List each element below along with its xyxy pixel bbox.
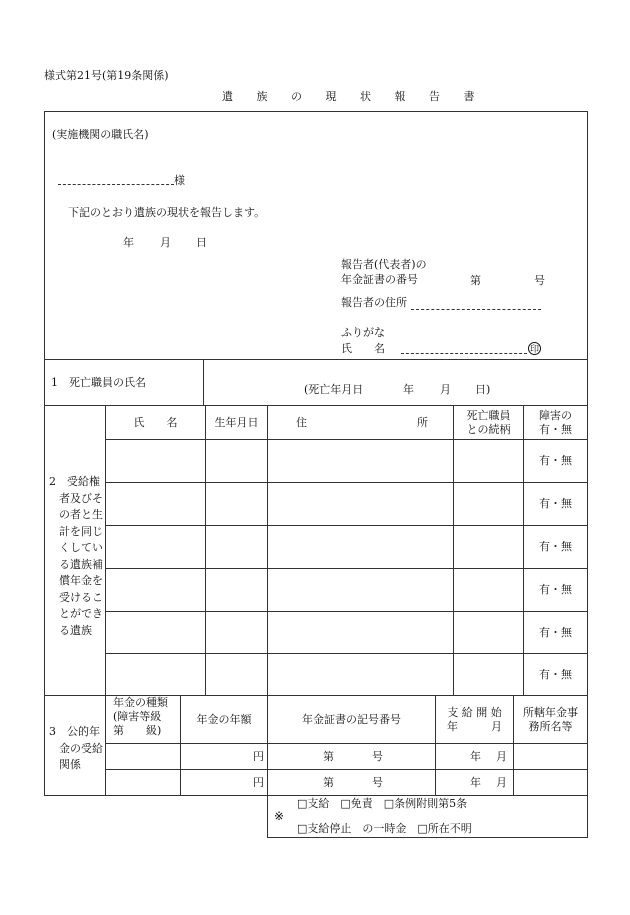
reporter-cert-label-2: 年金証書の番号 bbox=[341, 273, 418, 286]
header-address-right: 所 bbox=[417, 416, 428, 429]
furigana-label: ふりがな bbox=[341, 326, 385, 339]
sec2-label-line: の者と生 bbox=[59, 508, 103, 521]
row-dai: 第 bbox=[323, 776, 334, 789]
remarks-left bbox=[267, 795, 268, 837]
sec3-col-label bbox=[105, 695, 106, 795]
header-address-left: 住 bbox=[296, 416, 307, 429]
row-month: 月 bbox=[496, 750, 507, 763]
disability-choice[interactable]: 有・無 bbox=[539, 540, 572, 554]
sec2-row-line bbox=[105, 525, 588, 526]
header-pension-type-line3: 第 級) bbox=[113, 723, 162, 737]
sec2-label-line: 償年金を bbox=[59, 574, 103, 587]
sec2-label bbox=[49, 474, 103, 639]
sec3-label-line: 関係 bbox=[59, 758, 81, 771]
row-go: 号 bbox=[372, 750, 383, 763]
sec1-label: 1 死亡職員の氏名 bbox=[51, 376, 146, 389]
frame-right bbox=[587, 111, 588, 795]
death-month: 月 bbox=[440, 383, 451, 396]
frame-left bbox=[44, 111, 45, 795]
sec2-label-line: とができ bbox=[59, 607, 103, 620]
remarks-mark: ※ bbox=[274, 809, 285, 823]
agency-label: (実施機関の職氏名) bbox=[52, 128, 149, 141]
header-disability-line2: 有・無 bbox=[539, 422, 572, 436]
death-day: 日) bbox=[475, 383, 491, 396]
row-yen: 円 bbox=[253, 750, 264, 763]
row-go: 号 bbox=[372, 776, 383, 789]
sec3-label-line: 3 公的年 bbox=[49, 725, 100, 738]
header-name: 氏 名 bbox=[133, 415, 178, 429]
sec2-header-bottom bbox=[105, 439, 588, 440]
frame-top bbox=[44, 111, 588, 112]
header-pension-cert: 年金証書の記号番号 bbox=[302, 712, 401, 726]
sec2-label-line: 者及びそ bbox=[59, 491, 103, 505]
sec3-bottom-line bbox=[44, 795, 588, 796]
sec3-row-line bbox=[105, 769, 588, 770]
disability-choice[interactable]: 有・無 bbox=[539, 667, 572, 681]
header-relation-line1: 死亡職員 bbox=[466, 408, 511, 422]
row-yen: 円 bbox=[253, 776, 264, 789]
reporter-cert-label-1: 報告者(代表者)の bbox=[341, 258, 427, 271]
remarks-right bbox=[587, 795, 588, 837]
row-month: 月 bbox=[496, 776, 507, 789]
row-dai: 第 bbox=[323, 750, 334, 763]
sec2-label-line: 2 受給権 bbox=[49, 475, 100, 488]
death-date-label: (死亡年月日 bbox=[304, 383, 364, 396]
sec2-label-line: る遺族 bbox=[59, 623, 92, 637]
header-pension-amount: 年金の年額 bbox=[196, 712, 252, 726]
sec3-label-line: 金の受給 bbox=[59, 741, 103, 755]
sec3-header-bottom bbox=[105, 743, 588, 744]
header-pension-type bbox=[113, 696, 180, 743]
sec2-label-line: 受けるこ bbox=[59, 590, 103, 604]
disability-choice[interactable]: 有・無 bbox=[539, 454, 572, 468]
sec2-col-address bbox=[453, 405, 454, 695]
page-title: 遺 族 の 現 状 報 告 書 bbox=[222, 90, 485, 103]
remarks-bottom bbox=[267, 837, 588, 838]
reporter-address-label: 報告者の住所 bbox=[341, 296, 407, 309]
remarks-line1[interactable]: □支給 □免責 □条例附則第5条 bbox=[297, 797, 468, 810]
cert-dai: 第 bbox=[470, 274, 481, 287]
header-relation-line2: との続柄 bbox=[466, 422, 511, 436]
header-payment-start-line2: 年 月 bbox=[447, 719, 502, 733]
cert-go: 号 bbox=[534, 274, 545, 287]
header-pension-type-line1: 年金の種類 bbox=[113, 696, 168, 709]
reporter-name-field[interactable] bbox=[401, 353, 527, 354]
seal-mark: 印 bbox=[528, 342, 541, 355]
remarks-line2[interactable]: □支給停止 の一時金 □所在不明 bbox=[297, 822, 472, 835]
header-payment-start-line1: 支 給 開 始 bbox=[447, 705, 502, 719]
header-disability bbox=[524, 406, 587, 439]
sec2-row-line bbox=[105, 482, 588, 483]
death-year: 年 bbox=[403, 383, 414, 396]
disability-choice[interactable]: 有・無 bbox=[539, 625, 572, 639]
header-pension-office-line2: 務所名等 bbox=[528, 719, 573, 733]
sec1-divider bbox=[203, 359, 204, 405]
agency-name-field[interactable] bbox=[58, 184, 174, 185]
header-pension-office bbox=[514, 696, 587, 743]
row-year: 年 bbox=[470, 776, 481, 789]
sec1-top-line bbox=[44, 359, 588, 360]
sec2-row-line bbox=[105, 611, 588, 612]
intro-text: 下記のとおり遺族の現状を報告します。 bbox=[68, 206, 266, 219]
disability-choice[interactable]: 有・無 bbox=[539, 497, 572, 511]
header-disability-line1: 障害の bbox=[539, 408, 572, 422]
sec2-label-line: る遺族補 bbox=[59, 557, 103, 571]
sec3-label bbox=[49, 724, 103, 774]
header-pension-type-line2: (障害等級 bbox=[113, 709, 162, 723]
sec2-row-line bbox=[105, 653, 588, 654]
header-pension-office-line1: 所轄年金事 bbox=[523, 705, 578, 719]
reporter-address-field[interactable] bbox=[411, 309, 541, 310]
row-year: 年 bbox=[470, 750, 481, 763]
header-birth: 生年月日 bbox=[214, 415, 259, 429]
header-payment-start bbox=[436, 696, 513, 743]
disability-choice[interactable]: 有・無 bbox=[539, 583, 572, 597]
honorific: 様 bbox=[174, 174, 185, 187]
date-year: 年 bbox=[123, 236, 134, 249]
date-day: 日 bbox=[196, 236, 207, 249]
sec2-label-line: くしてい bbox=[59, 541, 103, 554]
sec2-row-line bbox=[105, 568, 588, 569]
sec2-label-line: 計を同じ bbox=[59, 524, 103, 538]
header-relation bbox=[454, 406, 523, 439]
sec2-col-label bbox=[105, 405, 106, 695]
sec2-col-name bbox=[205, 405, 206, 695]
date-month: 月 bbox=[160, 236, 171, 249]
form-number: 様式第21号(第19条関係) bbox=[44, 69, 169, 82]
sec2-col-birth bbox=[267, 405, 268, 695]
name-label: 氏 名 bbox=[341, 342, 385, 355]
